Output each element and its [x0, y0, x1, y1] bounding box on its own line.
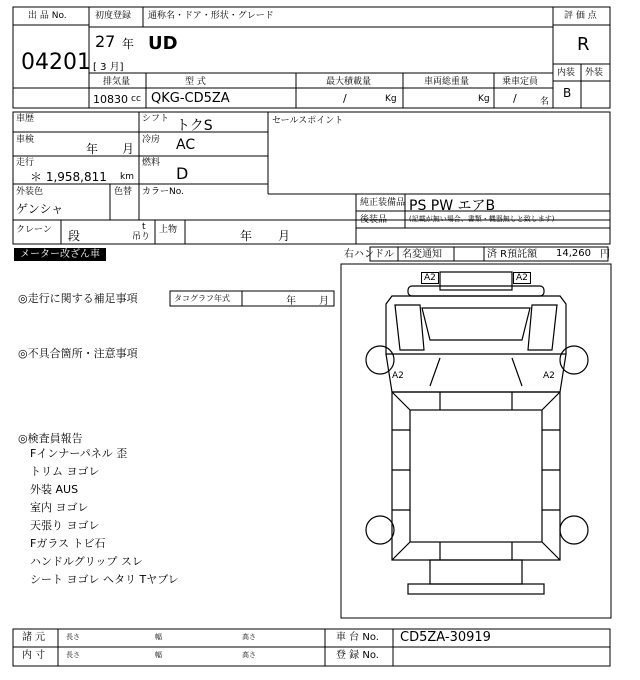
height-label: 高さ — [242, 651, 256, 659]
model-label: 型 式 — [185, 77, 206, 87]
inspector-line: Fインナーパネル 歪 — [30, 447, 128, 460]
shift-value: トクS — [176, 118, 213, 134]
crane-ton-unit: t — [142, 222, 146, 232]
width-label: 幅 — [155, 633, 162, 641]
damage-mark: A2 — [421, 272, 439, 284]
meter-tampered-badge: メーター改ざん車 — [14, 248, 106, 261]
upper-year-unit: 年 — [240, 229, 253, 243]
width-label: 幅 — [155, 651, 162, 659]
chassis-number-label: 車 台 No. — [336, 632, 379, 643]
displacement-label: 排気量 — [103, 77, 131, 87]
inspector-line: 室内 ヨゴレ — [30, 501, 89, 514]
inspector-line: Fガラス トビ石 — [30, 537, 106, 550]
displacement-unit: cc — [131, 94, 141, 104]
name-change-label: 名変通知 — [402, 249, 442, 260]
vehicle-name: UD — [148, 33, 178, 54]
lot-number-label: 出 品 No. — [28, 11, 67, 21]
max-load-label: 最大積載量 — [326, 77, 372, 87]
registration-year-unit: 年 — [122, 37, 135, 51]
running-notes-label: ◎走行に関する補足事項 — [18, 292, 138, 305]
damage-mark: A2 — [513, 272, 531, 284]
recycle-deposit-value: 14,260 — [556, 248, 591, 259]
aftermarket-label: 後装品 — [360, 215, 388, 225]
max-load-unit: Kg — [385, 94, 397, 104]
tachograph-label: タコグラフ年式 — [174, 294, 230, 303]
registration-number-label: 登 録 No. — [336, 650, 379, 661]
fuel-label: 燃料 — [142, 158, 161, 168]
overall-rating: R — [577, 34, 590, 55]
color-change-label: 色替 — [114, 187, 133, 197]
inspector-line: 外装 AUS — [30, 483, 79, 496]
inspector-line: シート ヨゴレ ヘタリ Tヤブレ — [30, 573, 179, 586]
recycle-deposit-unit: 円 — [600, 249, 610, 260]
length-label: 長さ — [66, 651, 80, 659]
inner-dimensions-label: 内 寸 — [22, 650, 46, 661]
crane-hang-unit: 吊り — [132, 232, 151, 242]
vehicle-name-label: 通称名・ドア・形状・グレード — [148, 11, 274, 21]
inspector-line: ハンドルグリップ スレ — [30, 555, 143, 568]
exterior-color-label: 外装色 — [16, 187, 44, 197]
max-load-value: / — [343, 92, 347, 105]
rhd-label: 右ハンドル — [344, 249, 394, 260]
inspection-year-unit: 年 — [86, 142, 99, 156]
recycle-deposit-label: 済 R預託額 — [487, 249, 538, 260]
mileage-value: ＊ 1,958,811 — [30, 170, 107, 184]
exterior-grade-label: 外装 — [585, 68, 604, 78]
ac-label: 冷房 — [142, 135, 161, 145]
length-label: 長さ — [66, 633, 80, 641]
sales-point-label: セールスポイント — [272, 116, 344, 126]
interior-grade-label: 内装 — [557, 68, 576, 78]
fuel-value: D — [176, 164, 189, 183]
first-registration-label: 初度登録 — [95, 11, 132, 21]
mileage-unit: km — [120, 172, 134, 182]
inspection-month-unit: 月 — [122, 142, 135, 156]
interior-grade: B — [563, 86, 572, 100]
color-number-label: カラーNo. — [142, 187, 184, 197]
tacho-month-unit: 月 — [319, 296, 329, 307]
upper-month-unit: 月 — [278, 229, 291, 243]
inspector-report-label: ◎検査員報告 — [18, 432, 83, 445]
upper-body-label: 上物 — [159, 225, 178, 235]
inspector-line: トリム ヨゴレ — [30, 465, 100, 478]
capacity-unit: 名 — [540, 97, 550, 107]
height-label: 高さ — [242, 633, 256, 641]
chassis-number: CD5ZA-30919 — [400, 630, 491, 645]
damage-mark: A2 — [392, 371, 404, 381]
history-label: 車歴 — [16, 114, 35, 124]
gross-weight-unit: Kg — [478, 94, 490, 104]
equipment-value: PS PW エアB — [409, 198, 496, 214]
equipment-label: 純正装備品 — [360, 198, 406, 208]
capacity-label: 乗車定員 — [502, 77, 539, 87]
crane-step-unit: 段 — [68, 229, 81, 243]
inspector-line: 天張り ヨゴレ — [30, 519, 100, 532]
inspection-label: 車検 — [16, 135, 35, 145]
ac-value: AC — [176, 137, 196, 153]
defects-label: ◎不具合箇所・注意事項 — [18, 347, 138, 360]
crane-label: クレーン — [16, 225, 52, 235]
truck-diagram — [366, 272, 588, 594]
aftermarket-note: (記載が無い場合、書類・機器無しと致します) — [409, 215, 555, 223]
lot-number: 04201 — [21, 50, 91, 75]
displacement-value: 10830 — [93, 93, 128, 106]
damage-mark: A2 — [543, 371, 555, 381]
tacho-year-unit: 年 — [286, 296, 296, 307]
model-code: QKG-CD5ZA — [151, 91, 230, 106]
exterior-color: ゲンシャ — [16, 202, 64, 216]
registration-year: 27 — [95, 32, 116, 51]
rating-label: 評 価 点 — [564, 11, 597, 21]
mileage-label: 走行 — [16, 158, 35, 168]
shift-label: シフト — [142, 114, 170, 124]
dimensions-label: 諸 元 — [22, 632, 46, 643]
gross-weight-label: 車両総重量 — [424, 77, 470, 87]
registration-month: [ 3 月] — [93, 62, 124, 73]
capacity-value: / — [513, 92, 517, 105]
